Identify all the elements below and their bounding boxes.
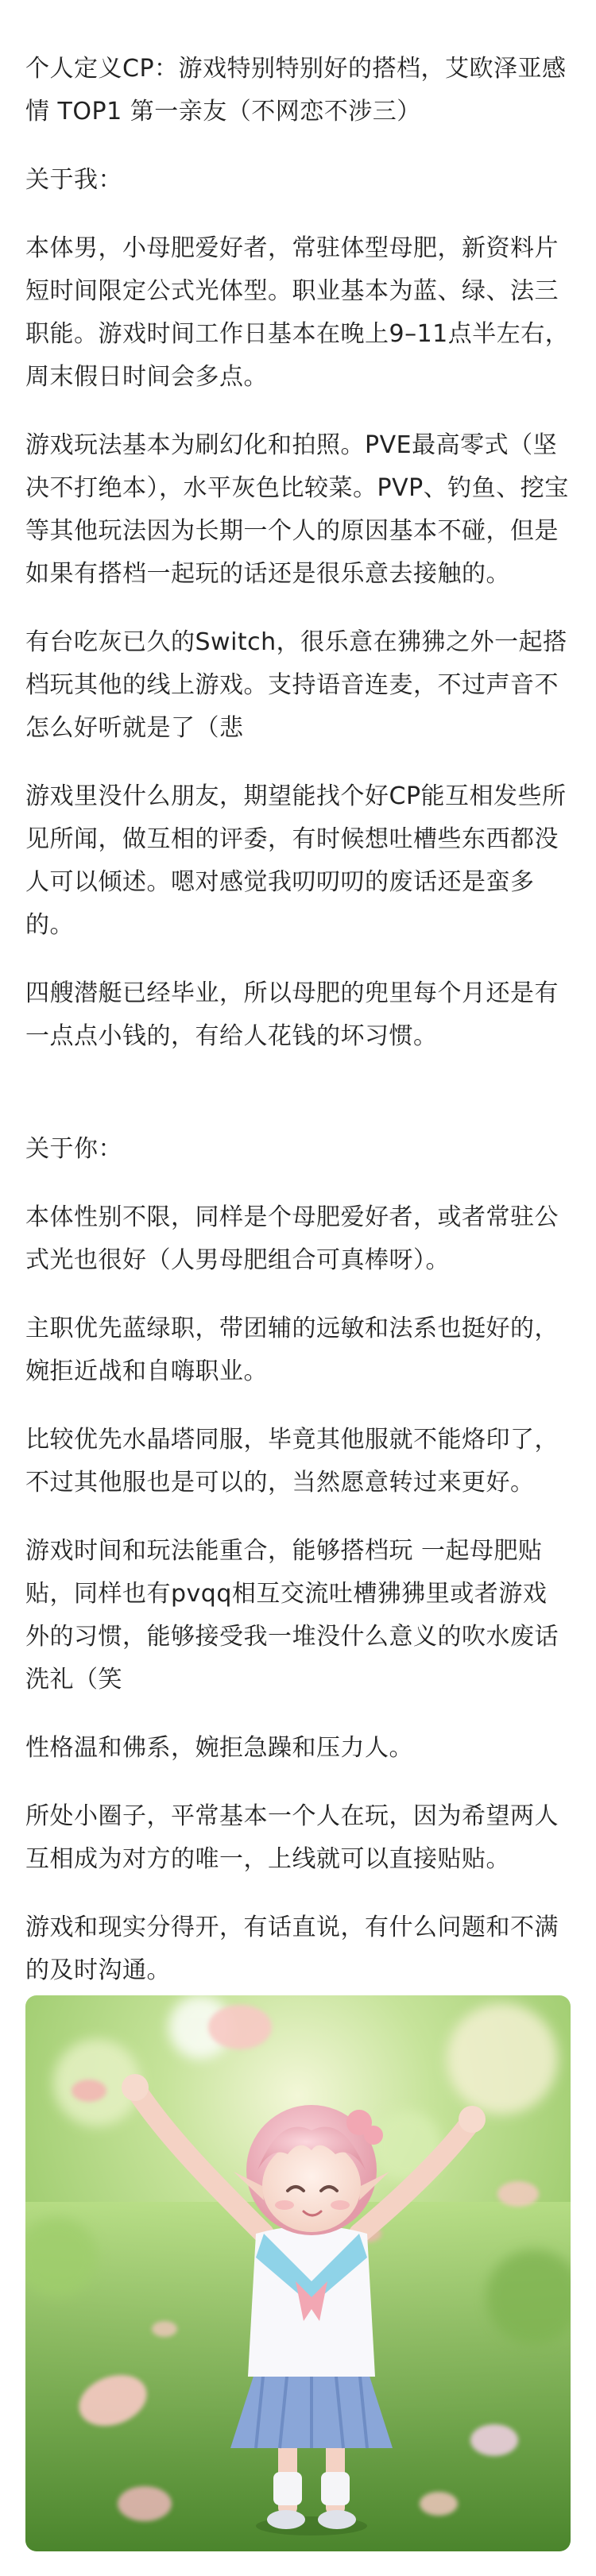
about-me-paragraph: 游戏玩法基本为刷幻化和拍照。PVE最高零式（坚决不打绝本），水平灰色比较菜。PVP、钓鱼、挖宝等其他玩法因为长期一个人的原因基本不碰，但是如果有搭档一起玩的话还是很乐意去接触的。 <box>25 431 569 588</box>
about-you-paragraph: 主职优先蓝绿职，带团辅的远敏和法系也挺好的，婉拒近战和自嗨职业。 <box>25 1315 559 1385</box>
about-you-paragraph: 性格温和佛系，婉拒急躁和压力人。 <box>25 1734 413 1762</box>
about-you-paragraph: 比较优先水晶塔同服，毕竟其他服就不能烙印了，不过其他服也是可以的，当然愿意转过来更好。 <box>25 1426 559 1497</box>
section-gap <box>25 1083 571 1128</box>
intro-headline: 个人定义CP：游戏特别特别好的搭档，艾欧泽亚感情 TOP1 第一亲友（不网恋不涉三） <box>25 55 567 126</box>
about-me-paragraph: 有台吃灰已久的Switch，很乐意在狒狒之外一起搭档玩其他的线上游戏。支持语音连麦，不过声音不怎么好听就是了（悲 <box>25 628 567 742</box>
about-you-paragraph: 本体性别不限，同样是个母肥爱好者，或者常驻公式光也很好（人男母肥组合可真棒呀）。 <box>25 1203 559 1274</box>
about-me-paragraph: 游戏里没什么朋友，期望能找个好CP能互相发些所见所闻，做互相的评委，有时候想吐槽些东西都没人可以倾述。嗯对感觉我叨叨叨的废话还是蛮多的。 <box>25 782 567 939</box>
about-you-paragraph: 游戏时间和玩法能重合，能够搭档玩 一起母肥贴贴，同样也有pvqq相互交流吐槽狒狒里或者游戏外的习惯，能够接受我一堆没什么意义的吹水废话洗礼（笑 <box>25 1537 559 1694</box>
about-you-heading: 关于你： <box>25 1135 122 1163</box>
about-me-paragraph: 本体男，小母肥爱好者，常驻体型母肥，新资料片短时间限定公式光体型。职业基本为蓝、绿、法三职能。游戏时间工作日基本在晚上9–11点半左右，周末假日时间会多点。 <box>25 234 570 391</box>
about-me-paragraph: 四艘潜艇已经毕业，所以母肥的兜里每个月还是有一点点小钱的，有给人花钱的坏习惯。 <box>25 979 559 1050</box>
about-you-paragraph: 游戏和现实分得开，有话直说，有什么问题和不满的及时沟通。 <box>25 1914 559 1984</box>
about-you-paragraph: 所处小圈子，平常基本一个人在玩，因为希望两人互相成为对方的唯一，上线就可以直接贴贴。 <box>25 1802 559 1873</box>
character-photo <box>25 1995 571 2551</box>
about-me-heading: 关于我： <box>25 166 122 194</box>
character-photo-illustration <box>25 1995 571 2551</box>
